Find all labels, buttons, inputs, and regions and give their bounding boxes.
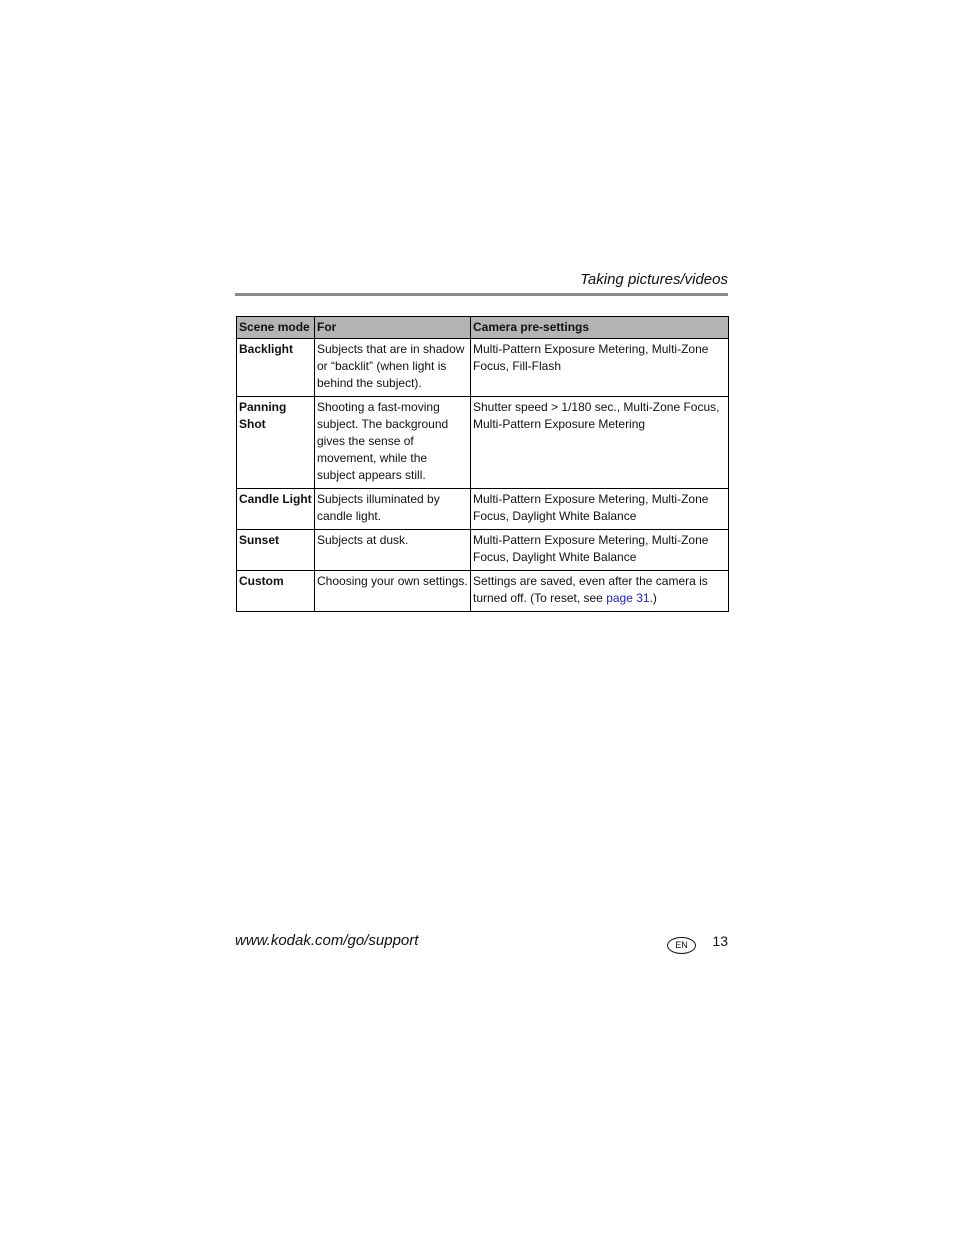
table-row — [237, 530, 729, 571]
presettings-cell — [471, 571, 729, 612]
column-header-for: For — [315, 317, 471, 339]
table-row — [237, 571, 729, 612]
table-header-row — [237, 317, 729, 339]
presettings-cell: Multi-Pattern Exposure Metering, Multi-Zone Focus, Daylight White Balance — [471, 530, 729, 571]
header-rule — [235, 293, 728, 296]
for-cell: Choosing your own settings. — [315, 571, 471, 612]
page-31-link[interactable]: page 31 — [606, 591, 650, 605]
presettings-cell: Multi-Pattern Exposure Metering, Multi-Zone Focus, Daylight White Balance — [471, 489, 729, 530]
language-badge: EN — [667, 937, 696, 954]
presettings-cell: Multi-Pattern Exposure Metering, Multi-Zone Focus, Fill-Flash — [471, 339, 729, 397]
scene-mode-cell: Candle Light — [237, 489, 315, 530]
for-cell: Subjects at dusk. — [315, 530, 471, 571]
table-row — [237, 489, 729, 530]
scene-mode-table — [236, 316, 729, 612]
scene-mode-cell: Custom — [237, 571, 315, 612]
support-url[interactable]: www.kodak.com/go/support — [235, 932, 419, 949]
table-row — [237, 397, 729, 489]
for-cell: Subjects that are in shadow or “backlit” (when light is behind the subject). — [315, 339, 471, 397]
scene-mode-cell: Panning Shot — [237, 397, 315, 489]
column-header-scene-mode: Scene mode — [237, 317, 315, 339]
page-number: 13 — [712, 933, 728, 949]
presettings-text-end: .) — [649, 591, 657, 605]
presettings-cell: Shutter speed > 1/180 sec., Multi-Zone Focus, Multi-Pattern Exposure Metering — [471, 397, 729, 489]
scene-mode-cell: Sunset — [237, 530, 315, 571]
section-title: Taking pictures/videos — [580, 271, 728, 288]
scene-mode-cell: Backlight — [237, 339, 315, 397]
for-cell: Shooting a fast-moving subject. The background gives the sense of movement, while the subject appears still. — [315, 397, 471, 489]
column-header-camera-presettings: Camera pre-settings — [471, 317, 729, 339]
presettings-text: Settings are saved, even after the camera is turned off. (To reset, see — [473, 574, 708, 605]
table-row — [237, 339, 729, 397]
for-cell: Subjects illuminated by candle light. — [315, 489, 471, 530]
